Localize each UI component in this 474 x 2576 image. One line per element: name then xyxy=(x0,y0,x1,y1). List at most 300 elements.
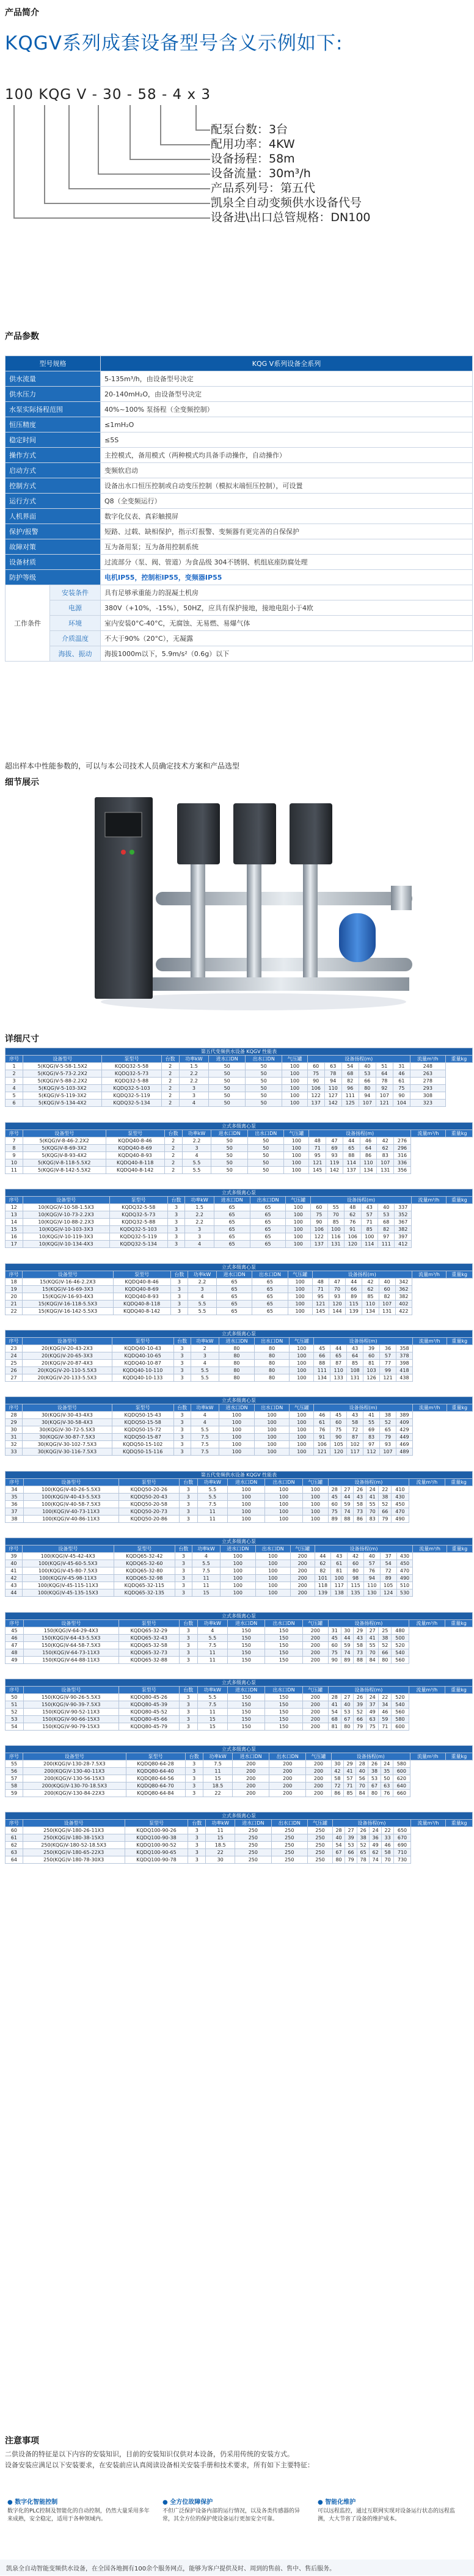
spec-cell: 5(KQG)V-8-118-5.5X2 xyxy=(23,1159,106,1167)
spec-cell: 15 xyxy=(203,1775,232,1782)
spec-cell: 96 xyxy=(341,1085,359,1092)
spec-cell: 3 xyxy=(191,1352,219,1360)
spec-row xyxy=(5,1642,473,1649)
spec-header-no: 序号 xyxy=(5,1687,24,1694)
spec-header-out: 出水口DN xyxy=(246,1056,282,1063)
spec-header-row xyxy=(5,1271,473,1279)
spec-cell: 64 xyxy=(347,1352,363,1360)
spec-cell: 3 xyxy=(170,1286,188,1293)
spec-cell: 100 xyxy=(221,1553,255,1560)
feature-block xyxy=(162,2498,309,2523)
spec-cell: 44 xyxy=(330,1345,347,1352)
spec-cell: 65 xyxy=(330,1352,347,1360)
spec-cell: 540 xyxy=(392,1649,409,1657)
spec-caption: 立式多级离心泵 xyxy=(5,1397,473,1404)
spec-cell: 75 xyxy=(311,1211,327,1219)
spec-cell: 45 xyxy=(330,1412,347,1419)
spec-cell: 35 xyxy=(381,1768,393,1775)
spec-cell: 22 xyxy=(203,1790,232,1797)
spec-cell: 74 xyxy=(341,1508,354,1516)
spec-cell: 367 xyxy=(395,1219,411,1226)
spec-cell: 69 xyxy=(326,1145,343,1152)
spec-cell: 86 xyxy=(360,1152,377,1159)
spec-cell: 100 xyxy=(302,1508,328,1516)
spec-cell: 450 xyxy=(392,1501,409,1508)
spec-cell: 65 xyxy=(252,1293,288,1301)
spec-cell: 39 xyxy=(345,1834,357,1842)
spec-cell: 44 xyxy=(315,1553,331,1560)
spec-cell: 100 xyxy=(221,1560,255,1567)
spec-cell: 42 xyxy=(377,1137,394,1145)
spec-cell: 134 xyxy=(360,1167,377,1174)
spec-cell: 200 xyxy=(233,1782,269,1790)
spec-header-power: 功率kW xyxy=(197,1687,227,1694)
spec-cell: 65 xyxy=(214,1211,250,1219)
spec-cell: 30(KQG)V-30-72-5.5X3 xyxy=(23,1426,112,1434)
spec-cell: 21 xyxy=(5,1301,23,1308)
spec-cell: 200 xyxy=(233,1790,269,1797)
param-key: 运行方式 xyxy=(5,494,101,509)
spec-cell: 278 xyxy=(410,1078,445,1085)
spec-cell: KQDQ32-5-103 xyxy=(102,1085,161,1092)
spec-cell: 336 xyxy=(394,1159,411,1167)
spec-row xyxy=(5,1486,473,1494)
spec-cell: 121 xyxy=(312,1301,329,1308)
spec-cell: 100 xyxy=(290,1426,314,1434)
spec-cell: 150(KQG)V-64-73-11X3 xyxy=(23,1649,119,1657)
spec-cell: KQDQ32-5-134 xyxy=(102,1100,161,1107)
spec-cell: 125 xyxy=(341,1100,359,1107)
spec-cell: 2 xyxy=(161,1085,179,1092)
spec-header-model: 设备型号 xyxy=(23,1056,102,1063)
spec-cell: 3 xyxy=(167,1241,185,1248)
spec-cell: KQDQ65-32-80 xyxy=(114,1567,175,1575)
spec-header-tank: 气压罐 xyxy=(290,1404,314,1412)
spec-cell: 78 xyxy=(376,1078,393,1085)
spec-cell: 200 xyxy=(306,1775,331,1782)
spec-cell: 51 xyxy=(5,1701,24,1709)
spec-cell: KQDQ40-10-87 xyxy=(112,1360,173,1367)
spec-cell: 57 xyxy=(363,1560,380,1567)
spec-cell: 100(KQG)V-45-80-7.5X3 xyxy=(22,1567,114,1575)
spec-cell: 24 xyxy=(381,1761,393,1768)
spec-header-qty: 台数 xyxy=(167,1197,185,1204)
spec-cell: KQDQ65-32-115 xyxy=(114,1582,175,1589)
spec-cell: 40 xyxy=(333,1834,345,1842)
spec-cell: 50 xyxy=(246,1100,282,1107)
param-key: 设备材质 xyxy=(5,555,101,570)
param-row xyxy=(5,387,473,402)
param-row xyxy=(5,600,473,616)
spec-cell: 80 xyxy=(333,1856,345,1864)
spec-cell: 250 xyxy=(271,1827,307,1834)
spec-cell: 490 xyxy=(392,1516,409,1523)
spec-header-pump: 泵型号 xyxy=(113,1271,170,1279)
spec-cell: 65 xyxy=(214,1226,250,1233)
spec-cell: KQDQ32-5-73 xyxy=(102,1070,161,1078)
spec-cell: 22 xyxy=(379,1486,392,1494)
spec-cell: 46 xyxy=(393,1070,410,1078)
param-key: 电源 xyxy=(50,600,101,616)
spec-cell: 72 xyxy=(331,1782,343,1790)
spec-cell: 80 xyxy=(219,1360,255,1367)
spec-cell: KQDQ65-32-88 xyxy=(119,1657,179,1664)
spec-cell: 3 xyxy=(179,1649,197,1657)
spec-cell: KQDQ32-5-88 xyxy=(102,1078,161,1085)
spec-cell: 250 xyxy=(235,1856,271,1864)
footer-text: 凯泉全自动智能变频供水设备，在全国各地拥有100余个服务网点，能够为客户提供及时、周到的售前、售中、售后服务。 xyxy=(6,2566,336,2572)
spec-cell: 3 xyxy=(179,1723,197,1731)
spec-cell: 45 xyxy=(5,1627,24,1635)
spec-cell: 4 xyxy=(192,1553,220,1560)
param-value: ≤1mH₂O xyxy=(101,417,473,432)
spec-cell: 121 xyxy=(380,1374,396,1382)
spec-cell: 65 xyxy=(216,1301,252,1308)
spec-header-in: 进水口DN xyxy=(219,1338,255,1345)
spec-cell: 150 xyxy=(265,1657,302,1664)
spec-cell: 100 xyxy=(290,1441,314,1448)
spec-cell: 3 xyxy=(179,1657,197,1664)
spec-cell: 107 xyxy=(377,1159,394,1167)
legend-item: 凯泉全自动变频供水设备代号 xyxy=(211,196,362,210)
spec-cell: 120 xyxy=(329,1301,345,1308)
spec-cell: 200(KQG)V-130-84-22X3 xyxy=(23,1790,126,1797)
spec-cell: 102 xyxy=(347,1441,363,1448)
spec-cell: 250 xyxy=(235,1834,271,1842)
spec-cell: 44 xyxy=(341,1635,354,1642)
spec-cell: 50 xyxy=(209,1085,246,1092)
spec-caption: 立式多级离心泵 xyxy=(5,1679,473,1687)
spec-header-pump: 泵型号 xyxy=(109,1197,167,1204)
spec-cell: 46 xyxy=(379,1709,392,1716)
spec-header-in: 进水口DN xyxy=(211,1130,247,1137)
spec-cell: 31 xyxy=(5,1434,23,1441)
spec-header-qty: 台数 xyxy=(188,1820,206,1827)
spec-cell: 15 xyxy=(197,1716,227,1723)
spec-cell: 36 xyxy=(5,1501,24,1508)
spec-cell: KQDQ32-5-58 xyxy=(102,1063,161,1070)
spec-cell: 50 xyxy=(247,1137,283,1145)
param-row xyxy=(5,371,473,387)
spec-cell: 101 xyxy=(315,1575,331,1582)
spec-cell: 3 xyxy=(173,1419,191,1426)
spec-cell: 410 xyxy=(392,1486,409,1494)
spec-cell: 200 xyxy=(269,1775,306,1782)
spec-cell: 53 xyxy=(359,1070,376,1078)
spec-header-row xyxy=(5,1479,473,1486)
spec-header-model: 设备型号 xyxy=(23,1479,119,1486)
spec-cell: 3 xyxy=(185,1782,203,1790)
spec-row xyxy=(5,1211,473,1219)
param-header-left: 型号规格 xyxy=(5,356,101,371)
spec-cell: 49 xyxy=(366,1709,379,1716)
spec-header-flow: 流量m³/h xyxy=(411,1197,446,1204)
spec-cell: 54 xyxy=(380,1560,396,1567)
spec-cell: 65 xyxy=(250,1211,286,1219)
spec-cell: 90 xyxy=(328,1657,341,1664)
spec-cell: 65 xyxy=(216,1279,252,1286)
spec-cell: 422 xyxy=(395,1308,412,1315)
spec-cell: 80 xyxy=(348,1567,364,1575)
spec-cell: 17 xyxy=(5,1241,23,1248)
spec-cell: 670 xyxy=(394,1834,411,1842)
spec-cell: 250(KQG)V-180-52-18.5X3 xyxy=(23,1842,125,1849)
spec-cell: 150(KQG)V-90-66-15X3 xyxy=(23,1716,119,1723)
spec-cell: 3 xyxy=(179,1494,197,1501)
spec-cell: 65 xyxy=(214,1233,250,1241)
spec-cell: 53 xyxy=(368,1775,381,1782)
spec-header-power: 功率kW xyxy=(188,1271,217,1279)
spec-cell: 200 xyxy=(302,1635,328,1642)
spec-cell: 200 xyxy=(269,1790,306,1797)
spec-cell: 250(KQG)V-180-65-22X3 xyxy=(23,1849,125,1856)
spec-cell: 200 xyxy=(269,1782,306,1790)
param-value: 不大于90%（20°C），无凝露 xyxy=(101,631,473,646)
spec-cell: 61 xyxy=(331,1560,348,1567)
spec-cell: 3 xyxy=(188,1856,206,1864)
spec-cell: 63 xyxy=(324,1063,341,1070)
spec-cell: 93 xyxy=(329,1293,345,1301)
spec-cell: 100 xyxy=(361,1233,377,1241)
spec-cell: 58 xyxy=(354,1501,366,1508)
spec-cell: 65 xyxy=(252,1308,288,1315)
spec-cell: 398 xyxy=(396,1360,412,1367)
spec-cell: 110 xyxy=(360,1159,377,1167)
spec-row xyxy=(5,1167,473,1174)
param-key: 供水流量 xyxy=(5,371,101,387)
spec-cell: 120 xyxy=(345,1241,361,1248)
spec-cell: 150 xyxy=(265,1649,302,1657)
spec-cell: 16 xyxy=(5,1233,23,1241)
spec-cell: 38 xyxy=(380,1412,396,1419)
spec-cell: 88 xyxy=(314,1360,330,1367)
spec-cell: 600 xyxy=(392,1723,409,1731)
spec-cell: 85 xyxy=(327,1219,344,1226)
legend-item: 配用功率：4KW xyxy=(211,137,295,151)
notes-paragraph: 二供设备的特征是以下内容的安装知识，目前的安装知识仅供对本设备，仍采用传统的安装方式。 xyxy=(5,2450,294,2458)
spec-header-model: 设备型号 xyxy=(23,1130,106,1137)
spec-cell: KQDQ65-32-60 xyxy=(114,1560,175,1567)
spec-header-out: 出水口DN xyxy=(265,1687,302,1694)
spec-header-row xyxy=(5,1820,473,1827)
spec-cell: 150(KQG)V-64-58-7.5X3 xyxy=(23,1642,119,1649)
spec-cell: 54 xyxy=(5,1723,24,1731)
spec-row xyxy=(5,1582,473,1589)
param-value: 5-135m³/h，由设备型号决定 xyxy=(101,371,473,387)
spec-cell: 378 xyxy=(396,1352,412,1360)
spec-cell: 150 xyxy=(228,1701,265,1709)
spec-cell: 100 xyxy=(219,1412,255,1419)
spec-cell: 20(KQG)V-20-133-5.5X3 xyxy=(23,1374,112,1382)
spec-cell: 15 xyxy=(5,1226,23,1233)
spec-cell: 3 xyxy=(179,1635,197,1642)
spec-cell: 97 xyxy=(363,1441,380,1448)
spec-row xyxy=(5,1219,473,1226)
spec-cell: 510 xyxy=(396,1582,413,1589)
spec-cell: 61 xyxy=(314,1419,330,1426)
spec-cell: 3 xyxy=(188,1849,206,1856)
spec-cell: 24 xyxy=(370,1827,382,1834)
spec-cell: 144 xyxy=(329,1308,345,1315)
spec-header-no: 序号 xyxy=(5,1753,23,1761)
spec-cell: 49 xyxy=(5,1657,24,1664)
spec-cell: 20(KQG)V-20-110-5.5X3 xyxy=(23,1367,112,1374)
spec-row xyxy=(5,1768,473,1775)
spec-cell: 3 xyxy=(179,1516,197,1523)
spec-row xyxy=(5,1070,473,1078)
spec-cell: 131 xyxy=(347,1374,363,1382)
spec-cell: 115 xyxy=(346,1301,362,1308)
spec-cell: 100 xyxy=(228,1516,265,1523)
spec-cell: 34 xyxy=(5,1486,24,1494)
param-key: 供水压力 xyxy=(5,387,101,402)
spec-header-pump: 泵型号 xyxy=(112,1404,173,1412)
spec-header-power: 功率kW xyxy=(203,1753,232,1761)
spec-cell: 28 xyxy=(333,1827,345,1834)
spec-cell: 65 xyxy=(250,1233,286,1241)
spec-cell: 44 xyxy=(343,1137,360,1145)
spec-cell: KQDQ40-10-133 xyxy=(112,1374,173,1382)
spec-cell: 27 xyxy=(5,1374,23,1382)
spec-cell: 52 xyxy=(5,1709,24,1716)
spec-cell: 3 xyxy=(170,1279,188,1286)
spec-header-power: 功率kW xyxy=(191,1404,219,1412)
spec-cell: 115 xyxy=(348,1582,364,1589)
spec-cell: 640 xyxy=(393,1782,410,1790)
spec-header-pump: 泵型号 xyxy=(112,1338,173,1345)
spec-cell: 80 xyxy=(219,1352,255,1360)
spec-cell: 5(KQG)V-8-142-5.5X2 xyxy=(23,1167,106,1174)
main-title: KQGV系列成套设备型号含义示例如下: xyxy=(5,32,343,54)
spec-header-flow: 流量m³/h xyxy=(409,1479,445,1486)
spec-cell: 5.5 xyxy=(197,1635,227,1642)
spec-cell: 60 xyxy=(311,1204,327,1211)
spec-cell: 5(KQG)V-5-58-1.5X2 xyxy=(23,1063,102,1070)
spec-cell: 150 xyxy=(265,1627,302,1635)
spec-row xyxy=(5,1790,473,1797)
spec-cell: 40 xyxy=(356,1768,368,1775)
param-value: 过流部分（泵、阀、管道）为食品级 304不锈钢、机组底座防腐处理 xyxy=(101,555,473,570)
spec-cell: 5(KQG)V-8-46-2.2X2 xyxy=(23,1137,106,1145)
model-legend xyxy=(211,122,371,225)
spec-cell: 430 xyxy=(392,1494,409,1501)
spec-cell: 28 xyxy=(328,1486,341,1494)
spec-cell: 55 xyxy=(366,1642,379,1649)
spec-cell: 5.5 xyxy=(197,1494,227,1501)
spec-cell: 65 xyxy=(343,1145,360,1152)
param-key: 控制方式 xyxy=(5,478,101,494)
spec-cell: KQDQ40-8-69 xyxy=(106,1145,164,1152)
spec-cell: 66 xyxy=(359,1078,376,1085)
feature-block xyxy=(318,2498,464,2523)
spec-cell: 710 xyxy=(394,1849,411,1856)
spec-cell: 7.5 xyxy=(197,1501,227,1508)
spec-cell: KQDQ50-15-72 xyxy=(112,1426,173,1434)
spec-cell: 100 xyxy=(284,1152,309,1159)
spec-cell: 88 xyxy=(354,1657,366,1664)
spec-cell: 200 xyxy=(302,1709,328,1716)
spec-cell: 29 xyxy=(354,1627,366,1635)
spec-header-flow: 流量m³/h xyxy=(410,1753,445,1761)
spec-header-model: 设备型号 xyxy=(23,1687,119,1694)
spec-cell: 43 xyxy=(361,1204,377,1211)
spec-cell: 46 xyxy=(314,1412,330,1419)
spec-cell: 38 xyxy=(357,1834,370,1842)
spec-header-flow: 流量m³/h xyxy=(412,1404,447,1412)
spec-row xyxy=(5,1508,473,1516)
spec-cell: 52 xyxy=(380,1419,396,1426)
spec-cell: 41 xyxy=(366,1635,379,1642)
spec-cell: 100 xyxy=(290,1419,314,1426)
feature-title: ● 数字化智能控制 xyxy=(7,2499,58,2506)
spec-cell: 66 xyxy=(379,1649,392,1657)
spec-cell: 1.5 xyxy=(179,1063,208,1070)
spec-cell: 2.2 xyxy=(179,1078,208,1085)
spec-cell: 43 xyxy=(331,1553,348,1560)
spec-cell: 620 xyxy=(393,1775,410,1782)
spec-cell: 3 xyxy=(5,1078,23,1085)
spec-cell: 402 xyxy=(395,1301,412,1308)
spec-header-power: 功率kW xyxy=(185,1197,214,1204)
spec-caption-row xyxy=(5,1679,473,1687)
spec-cell: 2 xyxy=(164,1137,182,1145)
spec-cell: 2.2 xyxy=(185,1219,214,1226)
spec-cell: 150 xyxy=(265,1723,302,1731)
spec-header-head: 设备扬程(m) xyxy=(333,1820,411,1827)
spec-cell: 100 xyxy=(288,1279,312,1286)
spec-cell: 65 xyxy=(380,1426,396,1434)
spec-row xyxy=(5,1233,473,1241)
spec-header-flow: 流量m³/h xyxy=(410,1130,445,1137)
spec-cell: 11 xyxy=(197,1709,227,1716)
spec-cell: 80 xyxy=(359,1085,376,1092)
spec-cell: 342 xyxy=(395,1279,412,1286)
spec-cell: 3 xyxy=(170,1293,188,1301)
spec-cell: 83 xyxy=(377,1152,394,1159)
spec-header-row xyxy=(5,1687,473,1694)
spec-cell: 5(KQG)V-5-103-3X2 xyxy=(23,1085,102,1092)
spec-cell: 65 xyxy=(216,1308,252,1315)
spec-row xyxy=(5,1352,473,1360)
spec-cell: 55 xyxy=(5,1761,23,1768)
spec-cell: 26 xyxy=(357,1827,370,1834)
spec-header-weight: 重量kg xyxy=(447,1404,472,1412)
spec-cell: 78 xyxy=(357,1856,370,1864)
spec-cell: 40 xyxy=(341,1701,354,1709)
spec-cell: 50 xyxy=(246,1092,282,1100)
spec-cell: 80 xyxy=(379,1657,392,1664)
spec-cell: 134 xyxy=(362,1308,379,1315)
spec-caption: 立式多级离心泵 xyxy=(5,1538,473,1545)
param-value: ≤5S xyxy=(101,432,473,448)
spec-cell: 3 xyxy=(175,1575,192,1582)
spec-row xyxy=(5,1494,473,1501)
spec-header-in: 进水口DN xyxy=(219,1404,255,1412)
spec-header-row xyxy=(5,1620,473,1627)
spec-cell: 22 xyxy=(206,1849,235,1856)
spec-cell: 86 xyxy=(331,1790,343,1797)
spec-header-row xyxy=(5,1404,473,1412)
spec-cell: 100 xyxy=(290,1360,314,1367)
spec-header-pump: 泵型号 xyxy=(114,1545,175,1553)
spec-cell: 150 xyxy=(265,1701,302,1709)
spec-cell: 71 xyxy=(312,1286,329,1293)
spec-cell: 5.5 xyxy=(191,1367,219,1374)
spec-cell: 43 xyxy=(347,1412,363,1419)
spec-cell: 200 xyxy=(302,1627,328,1635)
spec-cell: 30(KQG)V-30-116-7.5X3 xyxy=(23,1448,112,1456)
param-value: 40%~100% 泵扬程（全变频控制） xyxy=(101,402,473,417)
